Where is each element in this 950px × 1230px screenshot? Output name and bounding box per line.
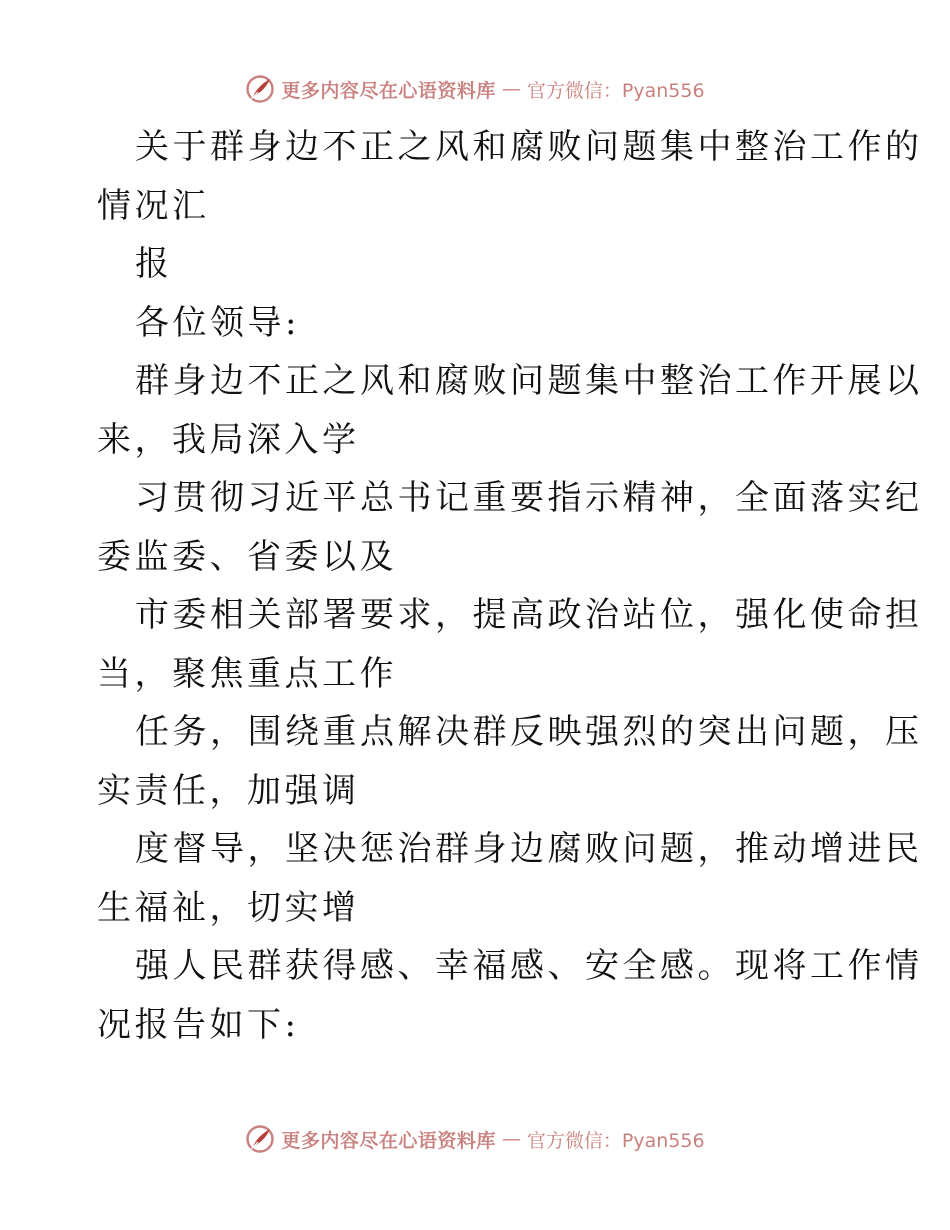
paragraph-line: 委监委、省委以及	[97, 536, 397, 577]
paragraph-line: 实责任，加强调	[97, 770, 360, 811]
paragraph-line: 度督导，坚决惩治群身边腐败问题，推动增进民	[135, 829, 923, 869]
paragraph-line: 来，我局深入学	[97, 419, 360, 460]
paragraph-line: 况报告如下:	[97, 1004, 300, 1045]
watermark-text: 更多内容尽在心语资料库	[281, 79, 496, 102]
paragraph-line: 生福祉，切实增	[97, 887, 360, 928]
header-watermark	[0, 72, 950, 106]
paragraph-line: 强人民群获得感、幸福感、安全感。现将工作情	[135, 946, 923, 986]
salutation: 各位领导:	[135, 302, 300, 343]
watermark-dash: —	[501, 78, 521, 100]
title-line-3: 报	[135, 244, 173, 284]
title-line-2: 情况汇	[97, 185, 210, 226]
feather-pen-logo-icon	[245, 74, 275, 104]
paragraph-line: 市委相关部署要求，提高政治站位，强化使命担	[135, 595, 923, 635]
document-body	[97, 118, 923, 1054]
paragraph-line: 习贯彻习近平总书记重要指示精神，全面落实纪	[135, 478, 923, 518]
paragraph-line: 任务，围绕重点解决群反映强烈的突出问题，压	[135, 712, 923, 752]
footer-watermark	[0, 1122, 950, 1156]
title-line-1: 关于群身边不正之风和腐败问题集中整治工作的	[135, 127, 923, 167]
watermark-dash: —	[501, 1128, 521, 1150]
watermark-contact: 官方微信：Pyan556	[526, 1129, 705, 1152]
paragraph-line: 当，聚焦重点工作	[97, 653, 397, 694]
paragraph-line: 群身边不正之风和腐败问题集中整治工作开展以	[135, 361, 923, 401]
feather-pen-logo-icon	[245, 1124, 275, 1154]
watermark-text: 更多内容尽在心语资料库	[281, 1129, 496, 1152]
watermark-contact: 官方微信：Pyan556	[526, 79, 705, 102]
